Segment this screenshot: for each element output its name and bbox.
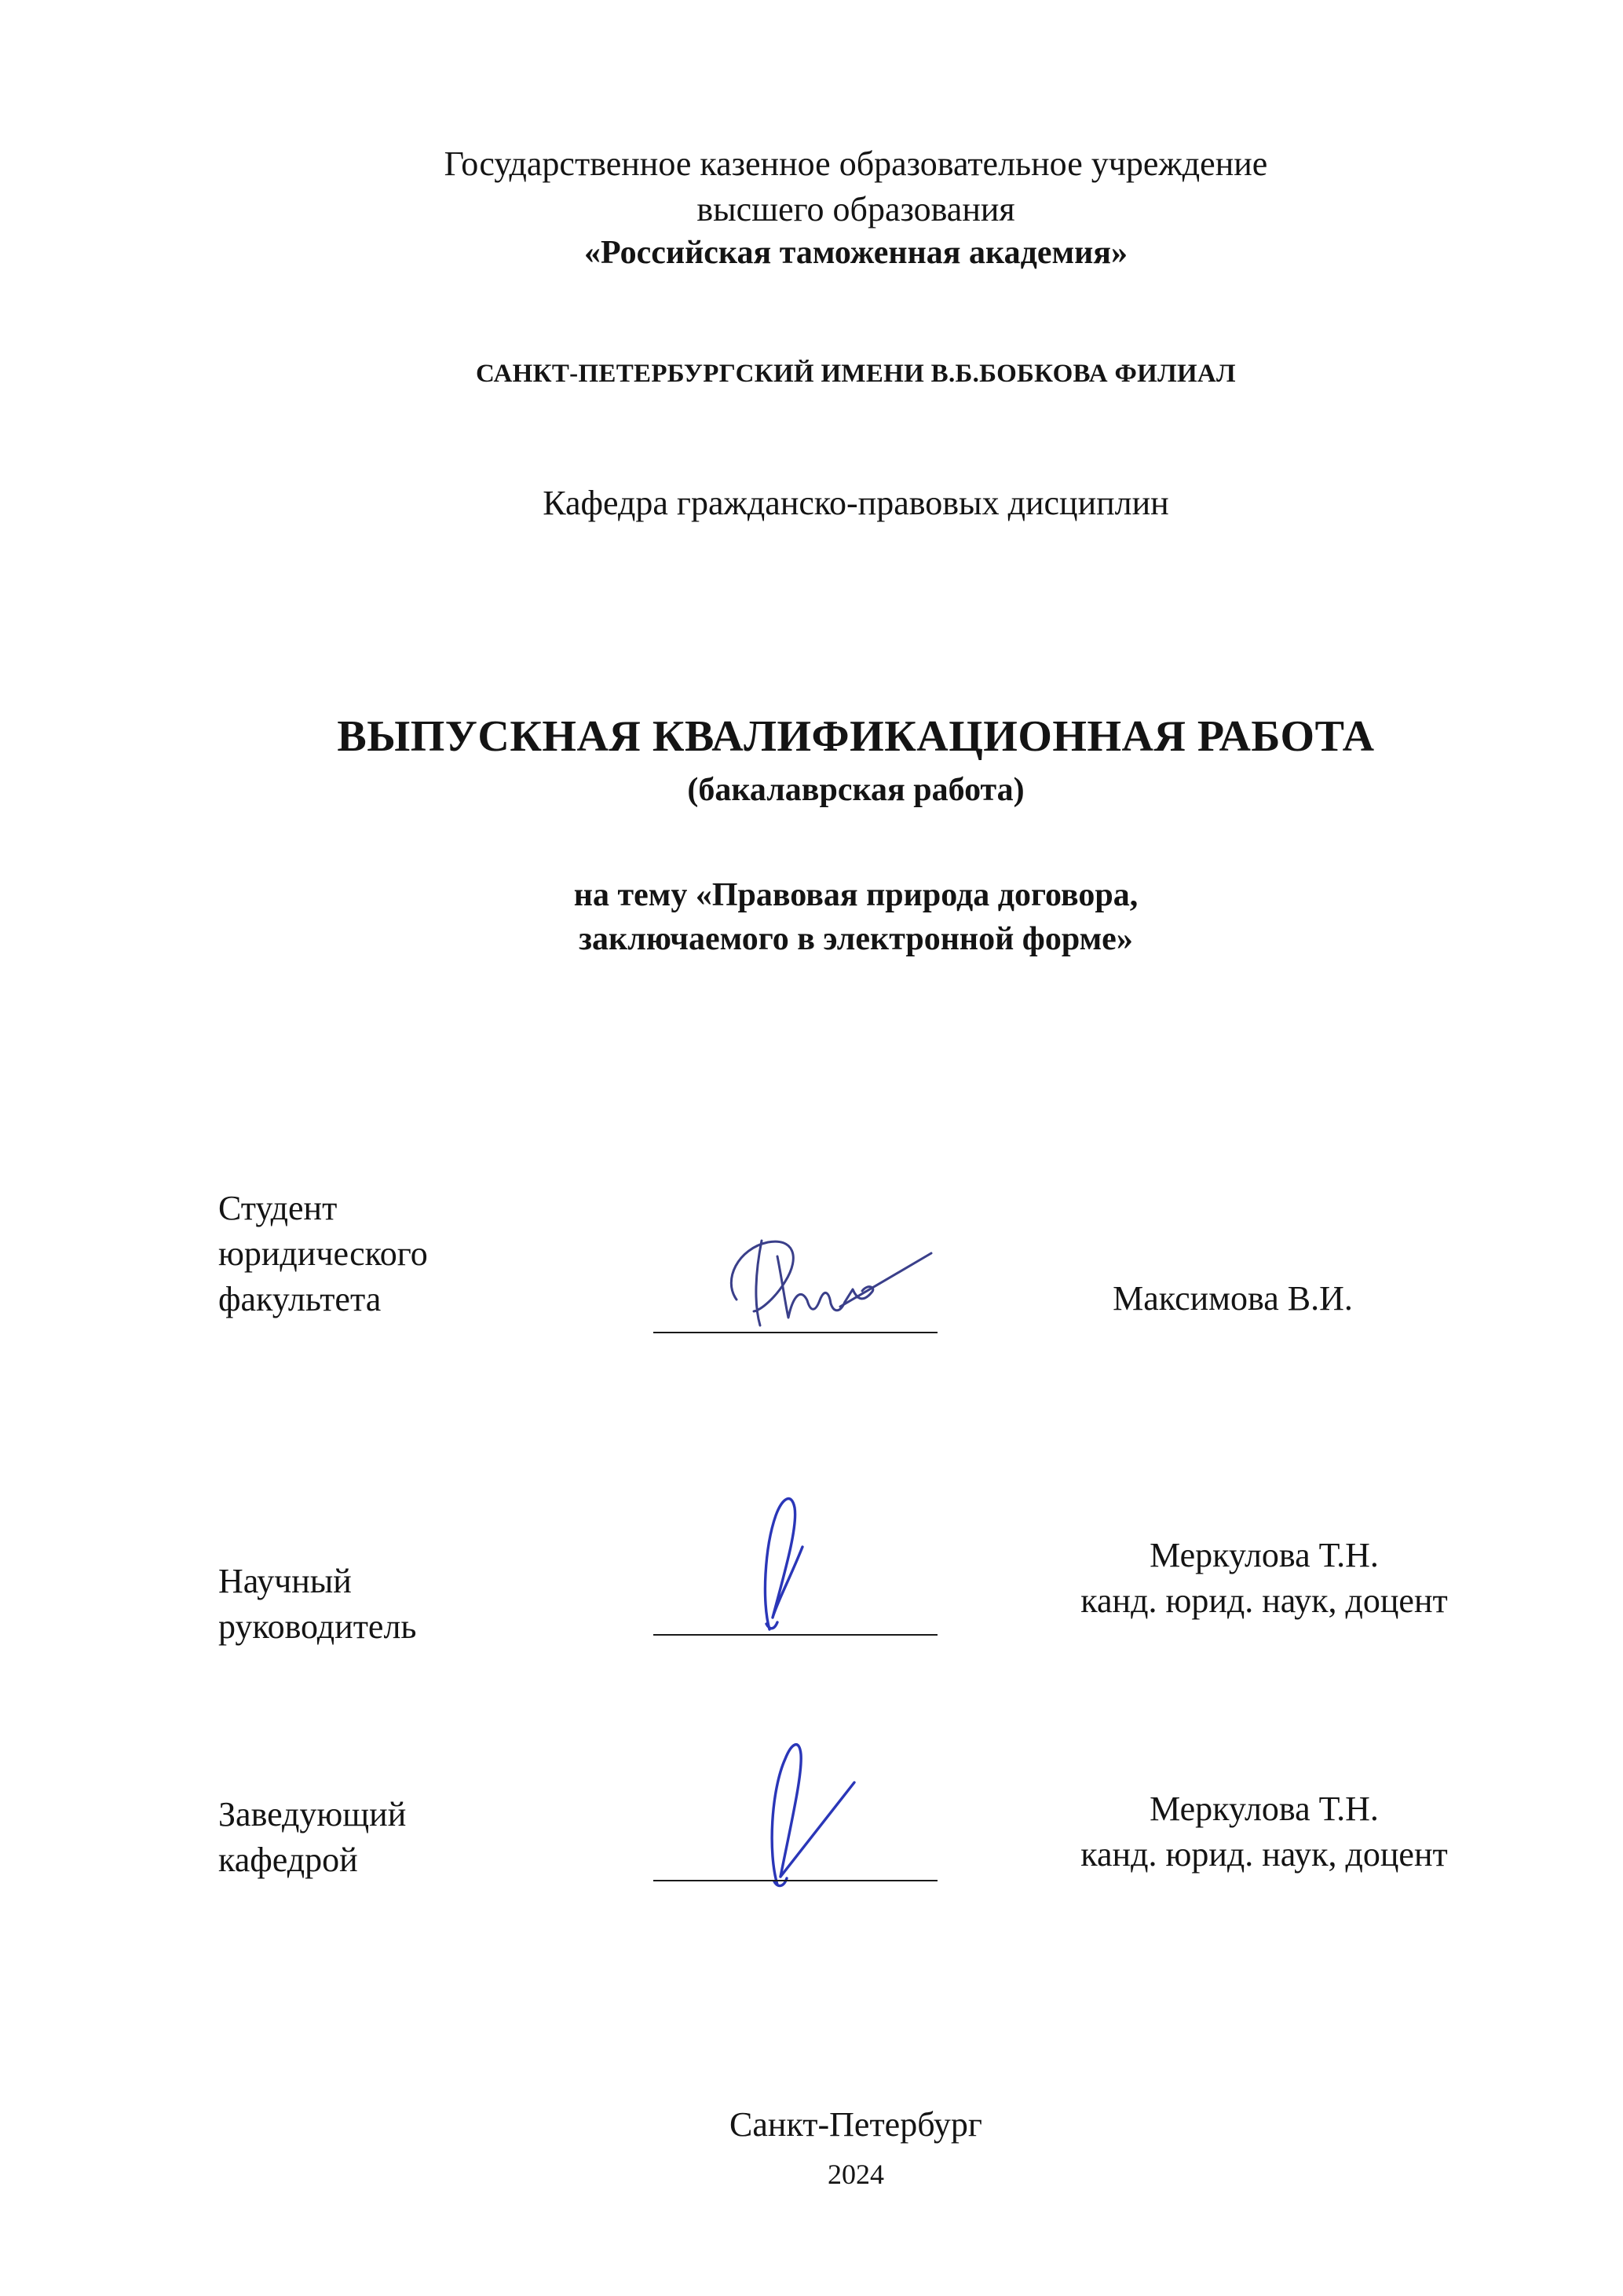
role-line: руководитель [218,1607,417,1646]
head-name-block [1052,1786,1476,1877]
institution-line-2: высшего образования [696,190,1015,229]
topic-line-1: на тему «Правовая природа договора, [573,877,1139,913]
role-line: Студент [218,1189,338,1227]
student-name-block [1084,1276,1382,1322]
document-title: ВЫПУСКНАЯ КВАЛИФИКАЦИОННАЯ РАБОТА [337,712,1375,761]
role-line: Заведующий [218,1795,407,1834]
year: 2024 [828,2159,884,2190]
head-signature-line [653,1880,938,1881]
student-name: Максимова В.И. [1113,1279,1353,1318]
head-name: Меркулова Т.Н. [1150,1790,1379,1828]
document-subtitle: (бакалаврская работа) [687,772,1025,808]
topic-line-2: заключаемого в электронной форме» [579,921,1133,957]
supervisor-degree: канд. юрид. наук, доцент [1080,1581,1448,1620]
role-line: факультета [218,1280,382,1318]
signatory-role-head [218,1792,406,1883]
signatory-role-student [218,1186,428,1322]
head-degree: канд. юрид. наук, доцент [1080,1835,1448,1874]
supervisor-signature-line [653,1634,938,1636]
supervisor-name: Меркулова Т.Н. [1150,1536,1379,1574]
institution-line-1: Государственное казенное образовательное учреждение [444,144,1268,183]
supervisor-name-block [1052,1533,1476,1624]
role-line: кафедрой [218,1841,358,1879]
city: Санкт-Петербург [729,2105,982,2144]
signatory-role-supervisor [218,1559,416,1650]
student-signature-line [653,1332,938,1333]
role-line: юридического [218,1234,428,1273]
role-line: Научный [218,1562,352,1600]
supervisor-signature-image [746,1484,840,1641]
academy-name: «Российская таможенная академия» [583,235,1128,271]
department-name: Кафедра гражданско-правовых дисциплин [543,484,1169,522]
head-signature-image [754,1720,864,1900]
student-signature-image [707,1225,958,1343]
branch-name: САНКТ-ПЕТЕРБУРГСКИЙ ИМЕНИ В.Б.БОБКОВА ФИЛИАЛ [476,360,1236,388]
